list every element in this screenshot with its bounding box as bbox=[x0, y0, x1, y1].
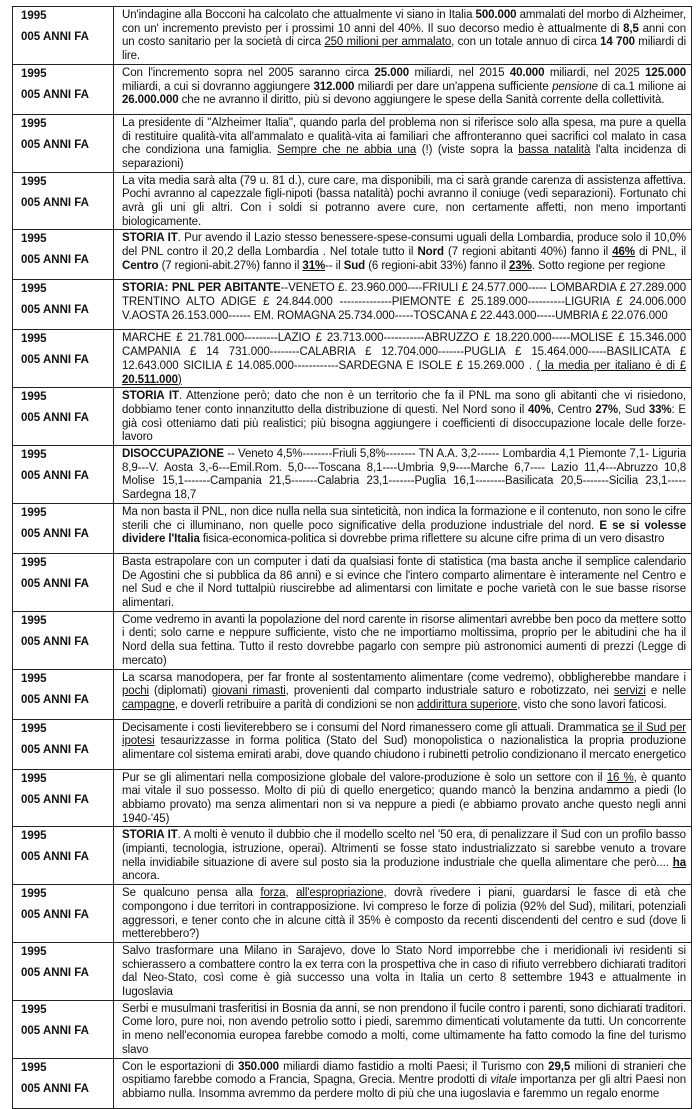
text-run: , visto che sono lavori faticosi. bbox=[517, 698, 667, 711]
row-label bbox=[13, 172, 114, 230]
text-run: (6 regioni-abit 33%) fanno il bbox=[365, 259, 510, 272]
table-row bbox=[13, 230, 692, 280]
years-ago-label: 005 ANNI FA bbox=[21, 577, 89, 590]
bold-run: 312.000 bbox=[313, 80, 355, 93]
row-text bbox=[114, 827, 692, 885]
text-run: Serbi e musulmani trasferitisi in Bosnia da anni, se non prendono il fucile contro i parenti, sono dichiarati traditori. Come loro, pure noi, non avendo petrolio sotto i piedi, saremmo dimenticati volutamente da tutti. Un concorrente in meno nell'economia europea farebbe comodo a molti, come ultimamente ha fatto comodo la fine del turismo slavo bbox=[122, 1002, 686, 1056]
table-row bbox=[13, 885, 692, 943]
underlined-run: se il Sud per ipotesi bbox=[122, 721, 686, 748]
text-run: : E già così otteniamo dati più realistici; più bisogna aggiungere i coefficienti di disoccupazione locale delle forze-lavoro bbox=[122, 403, 686, 444]
years-ago-label: 005 ANNI FA bbox=[21, 254, 89, 267]
row-text bbox=[114, 446, 692, 504]
table-row bbox=[13, 719, 692, 769]
years-ago-label: 005 ANNI FA bbox=[21, 635, 89, 648]
text-run: Con l'incremento sopra nel 2005 saranno circa bbox=[122, 66, 375, 79]
bold-run: 27% bbox=[595, 403, 618, 416]
text-run: (7 regioni abitanti 40%) fanno il bbox=[443, 246, 613, 259]
text-run: , e doverli retribuire a parità di condizioni se non bbox=[174, 698, 417, 711]
year-label: 1995 bbox=[21, 722, 47, 735]
year-label: 1995 bbox=[21, 888, 47, 901]
underlined-run: all'espropriazione bbox=[296, 887, 384, 900]
table-row bbox=[13, 114, 692, 172]
text-run: miliardi, nel 2025 bbox=[544, 66, 646, 79]
year-label: 1995 bbox=[21, 772, 47, 785]
years-ago-label: 005 ANNI FA bbox=[21, 743, 89, 756]
text-run: Come vedremo in avanti la popolazione del nord carente in risorse alimentari avrebbe ben poco da mettere sotto i denti; solo carne e neppure sufficiente, visto che ne importiamo moltissima, proprio per le abitudini che ha il Nord della sua fettina. Tutto il resto dovrebbe pagarlo con sempre più astronomici aumenti di prezzi (Legge di mercato) bbox=[122, 613, 686, 667]
text-run: miliardi diamo fastidio a molti Paesi; il Turismo con bbox=[278, 1060, 549, 1073]
text-run: di PNL, il bbox=[634, 246, 686, 259]
text-run: (7 regioni-abit.27%) fanno il bbox=[158, 259, 303, 272]
years-ago-label: 005 ANNI FA bbox=[21, 693, 89, 706]
table-row bbox=[13, 64, 692, 114]
text-run: . Pur avendo il Lazio stesso benessere-spese-consumi uguali della Lombardia, produce solo il 10,0% del PNL contro il 20,2 della Lombardia . Nel totale tutto il bbox=[122, 232, 686, 259]
text-run: La vita media sarà alta (79 u. 81 d.), cure care, ma disponibili, ma ci sarà grande carenza di assistenza affettiva. Pochi avranno al capezzale figli-nipoti (bassa natalità) pochi avranno il coniuge (vedi separazioni). Fortunato chi avrà gli uni gli altri. Con i soldi si potranno avere cure, non certamente affetti, non meno importanti biologicamente. bbox=[122, 174, 686, 228]
row-text bbox=[114, 942, 692, 1000]
table-row bbox=[13, 1058, 692, 1108]
table-row bbox=[13, 7, 692, 65]
row-text bbox=[114, 64, 692, 114]
row-label bbox=[13, 719, 114, 769]
bold-run: 40% bbox=[527, 403, 551, 416]
row-text bbox=[114, 280, 692, 330]
underlined-run: ( la media per italiano è di £ bbox=[536, 359, 686, 372]
underlined-run: 250 milioni per ammalato bbox=[324, 36, 452, 49]
table-row bbox=[13, 172, 692, 230]
year-label: 1995 bbox=[21, 233, 47, 246]
text-run: , è quanto mai vitale il suo possesso. Molto di più di quello energetico; quando mancò la benzina andammo a piedi (lo abbiamo provato) ma senza alimentari non si va neppure a piedi (e abbiamo provato anche questo negli anni 1940-'45) bbox=[122, 771, 687, 825]
table-row bbox=[13, 769, 692, 827]
row-label bbox=[13, 64, 114, 114]
underlined-run: 31% bbox=[302, 259, 326, 272]
year-label: 1995 bbox=[21, 333, 47, 346]
italic-run: vitale bbox=[490, 1074, 517, 1087]
bold-run: E se si volesse dividere l'Italia bbox=[122, 519, 687, 546]
year-label: 1995 bbox=[21, 614, 47, 627]
year-label: 1995 bbox=[21, 175, 47, 188]
bold-run: STORIA IT bbox=[122, 232, 178, 245]
text-run: importanza per gli altri Paesi non abbiamo nulla. Insomma avremmo da perdere molto di più che una iugoslavia e faremmo un regalo enorme bbox=[122, 1074, 687, 1100]
text-run: ) bbox=[177, 373, 182, 386]
text-run: che ne avranno il diritto, più si devono aggiungere le spese della Sanità corrente della collettività. bbox=[178, 94, 665, 107]
row-label bbox=[13, 769, 114, 827]
row-label bbox=[13, 669, 114, 719]
year-label: 1995 bbox=[21, 283, 47, 296]
row-label bbox=[13, 230, 114, 280]
underlined-run: campagne bbox=[122, 698, 175, 711]
underlined-run: giovani rimasti bbox=[211, 685, 286, 698]
underlined-run: 16 % bbox=[606, 771, 634, 784]
underlined-run: Sempre che ne abbia una bbox=[277, 144, 417, 157]
row-label bbox=[13, 446, 114, 504]
years-ago-label: 005 ANNI FA bbox=[21, 1082, 89, 1095]
table-row bbox=[13, 942, 692, 1000]
text-run: l'alta incidenza di separazioni) bbox=[122, 144, 686, 170]
row-text bbox=[114, 114, 692, 172]
row-label bbox=[13, 330, 114, 388]
text-run: (diplomati) bbox=[149, 685, 212, 698]
years-ago-label: 005 ANNI FA bbox=[21, 304, 89, 317]
bold-run: STORIA: PNL PER ABITANTE bbox=[122, 282, 281, 295]
row-label bbox=[13, 114, 114, 172]
years-ago-label: 005 ANNI FA bbox=[21, 138, 89, 151]
year-label: 1995 bbox=[21, 945, 47, 958]
text-run: Un'indagine alla Bocconi ha calcolato che attualmente vi siano in Italia bbox=[122, 9, 476, 21]
text-run: MARCHE £ 21.781.000---------LAZIO £ 23.713.000-----------ABRUZZO £ 18.220.000-----MOLISE £ 15.346.000 CAMPANIA £ 14 731.000--------CALABRIA £ 12.704.000-------PUGLIA £ 15.464.000-----BASILICATA £ 12.643.000 SICILIA £ 14.085.000------------SARDEGNA E ISOLE £ 15.269.000 . bbox=[122, 332, 686, 372]
years-ago-label: 005 ANNI FA bbox=[21, 88, 89, 101]
row-label bbox=[13, 827, 114, 885]
table-row bbox=[13, 1000, 692, 1058]
year-label: 1995 bbox=[21, 117, 47, 130]
bold-run: 14 700 bbox=[600, 36, 635, 49]
text-run: -- Veneto 4,5%--------Friuli 5,8%-------- TN A.A. 3,2------ Lombardia 4,1 Piemonte 7,1- Liguria 8,9---V. Aosta 3,-6---Emil.Rom. 5,0----Toscana 8,1----Umbria 9,9----Marche 6,7---- Lazio 11,4---Abruzzo 10,8 Molise 15,1-------Campania 21,5-------Calabria 23,1-------Puglia 16,1--------Basilicata 20,5-------Sicilia 23,1-----Sardegna 18,7 bbox=[122, 448, 686, 502]
row-text bbox=[114, 172, 692, 230]
bold-run: 500.000 bbox=[475, 9, 517, 21]
years-ago-label: 005 ANNI FA bbox=[21, 196, 89, 209]
underlined-run: ha bbox=[672, 856, 686, 869]
text-run: (!) (viste sopra la bbox=[416, 144, 519, 157]
bold-run: Nord bbox=[417, 246, 444, 259]
text-run: miliardi per dare un'appena sufficiente bbox=[354, 80, 553, 93]
underlined-run: addirittura superiore bbox=[417, 698, 518, 711]
row-text bbox=[114, 719, 692, 769]
text-run: anni con un costo sanitario per la società di circa bbox=[122, 22, 686, 49]
text-run: . Sotto regione per regione bbox=[531, 259, 666, 272]
underlined-run: forza bbox=[260, 887, 286, 900]
year-label: 1995 bbox=[21, 672, 47, 685]
years-ago-label: 005 ANNI FA bbox=[21, 412, 89, 425]
row-label bbox=[13, 7, 114, 65]
underlined-run: pochi bbox=[122, 685, 149, 698]
text-run: Ma non basta il PNL, non dice nulla nella sua sinteticità, non indica la formazione e il contenuto, non sono le cifre sterili che ci illuminano, non quelle poco significative della produzione industriale del nord. bbox=[122, 505, 686, 532]
table-row bbox=[13, 388, 692, 446]
years-ago-label: 005 ANNI FA bbox=[21, 470, 89, 483]
row-label bbox=[13, 503, 114, 553]
years-ago-label: 005 ANNI FA bbox=[21, 527, 89, 540]
row-text bbox=[114, 769, 692, 827]
bold-run: 33% bbox=[648, 403, 672, 416]
row-label bbox=[13, 611, 114, 669]
row-text bbox=[114, 611, 692, 669]
text-run: , con un totale annuo di circa bbox=[451, 36, 601, 49]
text-run: -- il bbox=[325, 259, 344, 272]
years-ago-label: 005 ANNI FA bbox=[21, 31, 89, 43]
year-label: 1995 bbox=[21, 391, 47, 404]
underlined-run: 46% bbox=[612, 246, 635, 259]
row-label bbox=[13, 280, 114, 330]
text-run: , Centro bbox=[550, 403, 596, 416]
year-label: 1995 bbox=[21, 556, 47, 569]
year-label: 1995 bbox=[21, 449, 47, 462]
table-row bbox=[13, 669, 692, 719]
text-run: Basta estrapolare con un computer i dati da qualsiasi fonte di statistica (ma basta anche il semplice calendario De Agostini che si pubblica da 86 anni) e si evince che l'intero comparto alimentare è interamente nel Centro e nel Sud e che il Nord tuttalpiù riuscirebbe ad alimentarsi con limitate e poche varietà con le sue basse risorse alimentari. bbox=[122, 555, 686, 609]
underlined-run: servizi bbox=[613, 685, 646, 698]
text-run: milioni di stranieri che ospitiamo farebbe comodo a Francia, Spagna, Grecia. Mentre prodotti di bbox=[122, 1060, 686, 1087]
row-text bbox=[114, 388, 692, 446]
years-ago-label: 005 ANNI FA bbox=[21, 793, 89, 806]
text-run: Pur se gli alimentari nella composizione globale del valore-produzione è solo un settore con il bbox=[122, 771, 607, 784]
text-run: ancora. bbox=[122, 870, 160, 883]
underlined-run: 23% bbox=[509, 259, 532, 272]
document-table bbox=[12, 6, 692, 1109]
row-label bbox=[13, 885, 114, 943]
text-run: , provenienti dal comparto industriale saturo e robotizzato, nei bbox=[285, 685, 614, 698]
text-run: tesaurizzasse in forma politica (Stato del Sud) monopolistica o nazionalistica la propria produzione alimentare col sistema emirati arabi, dove quando chiudono i rubinetti petrolio condizionano il mercato energetico bbox=[122, 735, 686, 761]
bold-run: DISOCCUPAZIONE bbox=[122, 448, 224, 461]
text-run: . A molti è venuto il dubbio che il modello scelto nel '50 era, di penalizzare il Sud con un profilo basso (impianti, tecnologia, istruzione, operai). Altrimenti se fosse stato industrializzato si sarebbe venuto a trovare nella invidiabile situazione di avere sul posto sia la produzione industriale che quella alimentare che però.... bbox=[122, 829, 686, 869]
table-row bbox=[13, 503, 692, 553]
text-run: La presidente di "Alzheimer Italia", quando parla del problema non si riferisce solo alla spesa, ma pure a quella di restituire qualità-vita all'ammalato e qualità-vita ai familiari che affronteranno quei sacrifici col malato in casa che condiziona una famiglia. bbox=[122, 116, 686, 157]
row-label bbox=[13, 942, 114, 1000]
year-label: 1995 bbox=[21, 506, 47, 519]
row-label bbox=[13, 388, 114, 446]
bold-run: 20.511.000 bbox=[122, 373, 178, 386]
table-row bbox=[13, 611, 692, 669]
underlined-run: bassa natalità bbox=[518, 144, 591, 157]
bold-run: 29,5 bbox=[548, 1060, 571, 1073]
row-text bbox=[114, 7, 692, 65]
text-run: miliardi di lire. bbox=[122, 36, 687, 63]
year-label: 1995 bbox=[21, 1003, 47, 1016]
text-run: , dovrà rivedere i piani, guardarsi le fasce di età che compongono i due territori in contrapposizione. Ivi compreso le forze di polizia (92% del Sud), militari, potenziali aggressori, e tener conto che in alcune città il 35% è composto da recenti discendenti del centro e sud (dove li metterebbero?) bbox=[122, 887, 686, 941]
table-row bbox=[13, 553, 692, 611]
table-row bbox=[13, 827, 692, 885]
bold-run: Sud bbox=[343, 259, 366, 272]
text-run: Decisamente i costi lieviterebbero se i consumi del Nord rimanessero come gli attuali. Drammatica bbox=[122, 721, 623, 734]
text-run: --VENETO £. 23.960.000----FRIULI £ 24.577.000----- LOMBARDIA £ 27.289.000 TRENTINO ALTO ADIGE £ 24.844.000 --------------PIEMONTE £ 25.189.000----------LIGURIA £ 24.006.000 V.AOSTA 26.153.000------ EM. ROMAGNA 25.734.000-----TOSCANA £ 22.443.000-----UMBRIA £ 22.076.000 bbox=[122, 282, 687, 322]
text-run: di ca.1 milione ai bbox=[597, 80, 687, 93]
year-label: 1995 bbox=[21, 10, 47, 22]
row-label bbox=[13, 1058, 114, 1108]
text-run: , bbox=[285, 887, 297, 900]
text-run: ammalati del morbo di Alzheimer, con un' incremento previsto per i prossimi 10 anni del 40%. Il suo decorso medio è attualmente di bbox=[122, 9, 686, 35]
bold-run: 25.000 bbox=[374, 66, 410, 79]
text-run: . Attenzione però; dato che non è un territorio che fa il PNL ma sono gli abitanti che vi risiedono, dobbiamo tener conto innanzitutto della distribuzione di questi. Nel Nord sono il bbox=[122, 390, 687, 416]
table-row bbox=[13, 330, 692, 388]
bold-run: 125.000 bbox=[645, 66, 686, 79]
years-ago-label: 005 ANNI FA bbox=[21, 966, 89, 979]
row-label bbox=[13, 553, 114, 611]
text-run: Con le esportazioni di bbox=[122, 1060, 239, 1073]
text-run: miliardi, nel 2015 bbox=[409, 66, 510, 79]
row-text bbox=[114, 330, 692, 388]
table-row bbox=[13, 280, 692, 330]
row-text bbox=[114, 1000, 692, 1058]
text-run: La scarsa manodopera, per far fronte al sostentamento alimentare (come vedremo), obbligherebbe mandare i bbox=[122, 671, 686, 684]
row-text bbox=[114, 885, 692, 943]
row-text bbox=[114, 1058, 692, 1108]
text-run: , Sud bbox=[618, 403, 649, 416]
years-ago-label: 005 ANNI FA bbox=[21, 354, 89, 367]
year-label: 1995 bbox=[21, 1061, 47, 1074]
years-ago-label: 005 ANNI FA bbox=[21, 1024, 89, 1037]
bold-run: 40.000 bbox=[509, 66, 545, 79]
bold-run: 26.000.000 bbox=[122, 94, 179, 107]
years-ago-label: 005 ANNI FA bbox=[21, 851, 89, 864]
bold-run: 8,5 bbox=[623, 22, 639, 35]
row-text bbox=[114, 503, 692, 553]
row-text bbox=[114, 669, 692, 719]
bold-run: 350.000 bbox=[238, 1060, 279, 1073]
text-run: Salvo trasformare una Milano in Sarajevo, dove lo Stato Nord imporrebbe che i meridionali ivi residenti si schierassero a combattere contro la ex terra con la prospettiva che in caso di rifiuto verrebbero dichiarati traditori dal Neo-Stato, così come è già successo una volta in Italia un certo 8 settembre 1943 e attualmente in Iugoslavia bbox=[122, 944, 686, 999]
text-run: fisica-economica-politica si dovrebbe prima riflettere su alcune cifre prima di un vero disastro bbox=[199, 533, 665, 546]
text-run: e nelle bbox=[645, 685, 686, 698]
row-label bbox=[13, 1000, 114, 1058]
bold-run: STORIA IT bbox=[122, 390, 179, 403]
text-run: miliardi, a cui si dovranno aggiungere bbox=[122, 80, 314, 93]
text-run: Se qualcuno pensa alla bbox=[122, 887, 261, 900]
bold-run: Centro bbox=[122, 259, 159, 272]
year-label: 1995 bbox=[21, 830, 47, 843]
bold-run: STORIA IT bbox=[122, 829, 178, 842]
italic-run: pensione bbox=[552, 80, 598, 93]
year-label: 1995 bbox=[21, 67, 47, 80]
years-ago-label: 005 ANNI FA bbox=[21, 909, 89, 922]
row-text bbox=[114, 230, 692, 280]
row-text bbox=[114, 553, 692, 611]
table-row bbox=[13, 446, 692, 504]
